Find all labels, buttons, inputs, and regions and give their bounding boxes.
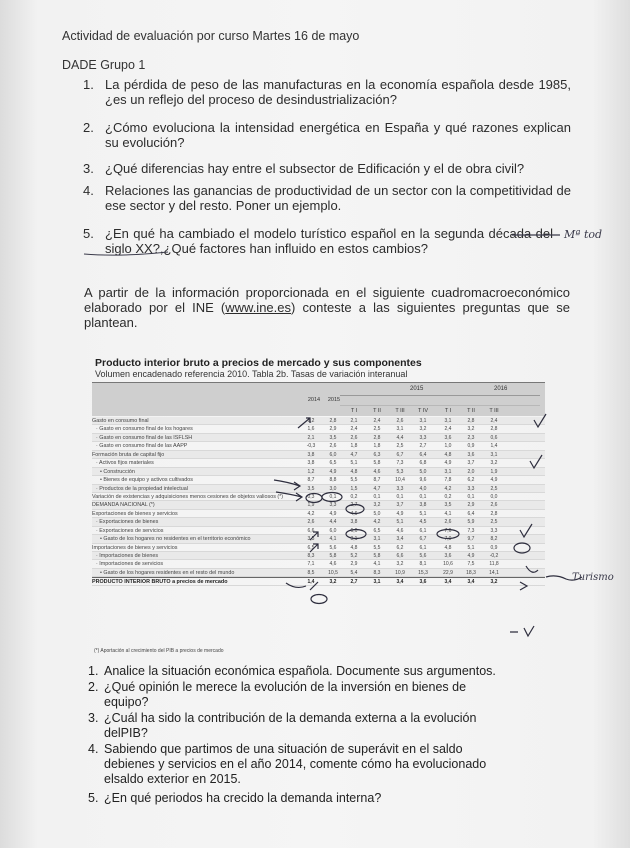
table-cell: 2,4 <box>444 426 452 433</box>
table-cell: 0,1 <box>396 493 404 500</box>
table-cell: 6,4 <box>467 510 475 517</box>
table-cell: 2,7 <box>350 502 358 509</box>
table-cell: 0,9 <box>490 544 498 551</box>
table-cell: 3,2 <box>396 561 404 568</box>
table-row <box>92 544 545 552</box>
table-cell: 3,4 <box>467 579 475 586</box>
table-cell: 5,2 <box>350 553 358 559</box>
table-cell: 3,3 <box>490 527 498 534</box>
sub-question-number: 5. <box>88 791 99 805</box>
table-cell: 1,2 <box>307 468 315 475</box>
table-cell: 7,6 <box>444 527 452 534</box>
table-cell: 4,2 <box>307 510 315 517</box>
table-cell: 2,1 <box>307 434 315 441</box>
table-cell: 4,1 <box>373 561 381 568</box>
intro-text-before: A partir de la información proporcionada en el siguiente cuadromacroeconómico elaborado por el INE ( <box>84 285 570 315</box>
table-cell: 4,7 <box>350 451 358 458</box>
table-cell: 4,4 <box>329 519 337 526</box>
year-header-2015: 2015 <box>410 386 424 392</box>
table-cell: 8,8 <box>329 477 337 484</box>
table-row <box>92 459 545 467</box>
table-cell: 1,8 <box>373 443 381 450</box>
table-row <box>92 476 545 484</box>
table-cell: 6,4 <box>419 451 427 458</box>
table-cell: 10,4 <box>395 477 405 484</box>
column-header: T IV <box>418 408 428 414</box>
table-cell: 0,1 <box>373 493 381 500</box>
table-cell: 0,1 <box>329 493 337 500</box>
table-cell: 3,7 <box>467 460 475 467</box>
table-cell: 4,1 <box>444 510 452 517</box>
column-header: T I <box>350 408 358 414</box>
table-cell: 4,6 <box>373 468 381 475</box>
table-cell: 3,1 <box>444 468 452 475</box>
table-cell: 6,6 <box>350 527 358 534</box>
table-cell: 0,6 <box>490 434 498 441</box>
table-cell: 3,1 <box>419 418 427 424</box>
year-header-2016: 2016 <box>494 386 508 392</box>
table-cell: 4,9 <box>396 510 404 517</box>
table-cell: 3,6 <box>444 553 452 559</box>
table-cell: 2,8 <box>490 510 498 517</box>
table-cell: 4,6 <box>350 510 358 517</box>
table-cell: 4,8 <box>444 451 452 458</box>
table-cell: 3,3 <box>329 502 337 509</box>
table-cell: -0,3 <box>306 443 316 450</box>
table-cell: 6,0 <box>329 451 337 458</box>
table-cell: 2,6 <box>329 443 337 450</box>
table-cell: 4,5 <box>419 519 427 526</box>
table-cell: 8,3 <box>373 569 381 576</box>
table-cell: 3,6 <box>419 579 427 586</box>
table-cell: 2,4 <box>373 418 381 424</box>
table-cell: 3,4 <box>396 536 404 543</box>
table-cell: 9,7 <box>467 536 475 543</box>
table-cell: 2,4 <box>490 418 498 424</box>
question-number: 3. <box>83 161 94 176</box>
table-cell: 5,6 <box>329 544 337 551</box>
table-cell: 3,1 <box>373 579 381 586</box>
table-cell: 2,5 <box>396 443 404 450</box>
table-cell: 5,0 <box>419 468 427 475</box>
table-cell: 3,2 <box>373 502 381 509</box>
table-cell: 0,0 <box>490 493 498 500</box>
table-cell: 3,1 <box>350 536 358 543</box>
question-text: ¿En qué ha cambiado el modelo turístico español en la segunda década del siglo XX?,¿Qué factores han influido en estos cambios? <box>105 226 553 256</box>
column-header: T III <box>395 408 405 414</box>
sub-question-text: ¿En qué periodos ha crecido la demanda interna? <box>104 791 382 805</box>
table-cell: 7,8 <box>444 477 452 484</box>
sub-question-number: 1. <box>88 664 99 678</box>
table-cell: 1,9 <box>490 468 498 475</box>
table-cell: 6,7 <box>396 451 404 458</box>
group-label: DADE Grupo 1 <box>62 58 146 72</box>
question-number: 5. <box>83 226 94 241</box>
table-cell: 5,5 <box>373 544 381 551</box>
row-label: · Gasto en consumo final de los hogares <box>96 426 193 433</box>
handwritten-note-q5: Mª tod <box>564 228 603 241</box>
intro-paragraph <box>84 285 570 330</box>
table-cell: 2,0 <box>467 468 475 475</box>
row-label: Gasto en consumo final <box>92 418 149 424</box>
table-cell: 5,1 <box>419 510 427 517</box>
table-cell: 2,7 <box>419 443 427 450</box>
sub-question-item <box>88 791 508 806</box>
table-cell: 10,6 <box>443 561 453 568</box>
table-cell: 2,9 <box>329 426 337 433</box>
question-text: ¿Cómo evoluciona la intensidad energética en España y qué razones explican su evolución? <box>105 120 571 150</box>
table-cell: 6,0 <box>329 527 337 534</box>
table-cell: 7,1 <box>307 561 315 568</box>
column-header: T II <box>373 408 381 414</box>
table-row <box>92 468 545 476</box>
table-cell: 2,9 <box>350 561 358 568</box>
table-cell: 4,9 <box>444 460 452 467</box>
table-cell: 3,2 <box>419 426 427 433</box>
question-text: Relaciones las ganancias de productividad de un sector con la competitividad de ese sector y del resto. Poner un ejemplo. <box>105 183 571 213</box>
question-item <box>83 226 553 256</box>
column-header: 2014 <box>307 397 321 403</box>
table-cell: 2,5 <box>490 519 498 526</box>
table-cell: 5,1 <box>396 519 404 526</box>
table-cell: 5,8 <box>373 460 381 467</box>
gdp-table <box>92 382 545 648</box>
table-cell: 3,2 <box>490 460 498 467</box>
table-cell: 2,8 <box>329 418 337 424</box>
table-cell: 18,3 <box>466 569 476 576</box>
row-label: Exportaciones de bienes y servicios <box>92 510 178 517</box>
table-cell: 3,1 <box>373 536 381 543</box>
table-cell: 1,4 <box>307 579 315 586</box>
question-number: 1. <box>83 77 94 92</box>
table-footnote: (*) Aportación al crecimiento del PIB a precios de mercado <box>94 648 224 654</box>
table-header <box>92 382 545 416</box>
table-row <box>92 569 545 577</box>
table-cell: 7,0 <box>444 536 452 543</box>
table-row <box>92 552 545 560</box>
sub-question-text: Analice la situación económica española. Documente sus argumentos. <box>104 664 496 678</box>
sub-question-number: 4. <box>88 742 99 756</box>
table-cell: 2,6 <box>444 519 452 526</box>
table-cell: 4,6 <box>329 561 337 568</box>
table-cell: 5,8 <box>373 553 381 559</box>
table-cell: 3,6 <box>444 434 452 441</box>
table-cell: 0,1 <box>467 493 475 500</box>
table-cell: 10,9 <box>395 569 405 576</box>
question-item <box>83 161 571 176</box>
table-cell: 4,9 <box>467 553 475 559</box>
sub-question-item <box>88 742 502 787</box>
row-label: · Exportaciones de servicios <box>96 527 164 534</box>
table-cell: 5,4 <box>350 569 358 576</box>
row-label: • Bienes de equipo y activos cultivados <box>100 477 193 484</box>
sub-question-item <box>88 680 502 710</box>
table-cell: 2,6 <box>307 519 315 526</box>
table-cell: 6,2 <box>467 477 475 484</box>
table-cell: 9,6 <box>419 477 427 484</box>
table-cell: 3,6 <box>467 451 475 458</box>
table-cell: 0,3 <box>307 493 315 500</box>
table-cell: 3,8 <box>350 519 358 526</box>
table-cell: 3,8 <box>307 451 315 458</box>
table-cell: 0,2 <box>350 493 358 500</box>
row-label: · Importaciones de servicios <box>96 561 164 568</box>
sub-question-number: 2. <box>88 680 99 694</box>
table-cell: 8,1 <box>419 561 427 568</box>
question-text: ¿Qué diferencias hay entre el subsector de Edificación y el de obra civil? <box>105 161 525 176</box>
table-cell: 4,8 <box>350 544 358 551</box>
table-cell: 3,0 <box>329 485 337 492</box>
table-row <box>92 535 545 543</box>
table-cell: 3,2 <box>467 426 475 433</box>
table-cell: 7,3 <box>396 460 404 467</box>
table-cell: 3,3 <box>396 485 404 492</box>
row-label: · Importaciones de bienes <box>96 553 159 559</box>
table-cell: 1,8 <box>350 443 358 450</box>
table-body <box>92 417 545 586</box>
table-cell: 6,5 <box>307 544 315 551</box>
table-cell: 6,5 <box>329 460 337 467</box>
table-cell: 0,1 <box>419 493 427 500</box>
row-label: · Productos de la propiedad intelectual <box>96 485 188 492</box>
table-row <box>92 442 545 450</box>
table-cell: 3,4 <box>396 579 404 586</box>
question-number: 4. <box>83 183 94 198</box>
table-cell: 3,1 <box>396 426 404 433</box>
row-label: · Activos fijos materiales <box>96 460 154 467</box>
question-number: 2. <box>83 120 94 135</box>
table-cell: 6,6 <box>307 527 315 534</box>
table-cell: 4,9 <box>329 468 337 475</box>
table-cell: 8,5 <box>307 569 315 576</box>
table-cell: 0,2 <box>444 493 452 500</box>
row-label: DEMANDA NACIONAL (*) <box>92 502 155 509</box>
table-cell: 5,1 <box>467 544 475 551</box>
row-label: Variación de existencias y adquisiciones menos cesiones de objetos valiosos (*) <box>92 493 284 500</box>
question-text: La pérdida de peso de las manufacturas en la economía española desde 1985, ¿es un reflejo del proceso de desindustrialización? <box>105 77 571 107</box>
table-cell: 3,3 <box>467 485 475 492</box>
table-cell: 2,9 <box>467 502 475 509</box>
table-cell: 3,1 <box>444 418 452 424</box>
table-cell: 3,5 <box>307 485 315 492</box>
table-cell: 2,5 <box>490 485 498 492</box>
ine-link[interactable]: www.ine.es <box>225 300 291 315</box>
table-cell: 4,2 <box>373 519 381 526</box>
table-title: Producto interior bruto a precios de mercado y sus componentes <box>95 357 422 369</box>
table-cell: 1,5 <box>350 485 358 492</box>
table-cell: 6,1 <box>419 544 427 551</box>
document-title: Actividad de evaluación por curso Martes 16 de mayo <box>62 29 360 43</box>
table-cell: 4,8 <box>444 544 452 551</box>
table-subtitle: Volumen encadenado referencia 2010. Tabla 2b. Tasas de variación interanual <box>95 369 408 379</box>
table-row <box>92 417 545 425</box>
table-cell: 1,0 <box>444 443 452 450</box>
table-cell: 3,2 <box>490 579 498 586</box>
column-header: T III <box>489 408 499 414</box>
column-header: 2015 <box>327 397 341 403</box>
table-cell: 8,2 <box>490 536 498 543</box>
table-cell: 3,2 <box>329 579 337 586</box>
table-cell: 2,7 <box>350 579 358 586</box>
table-cell: 5,0 <box>373 510 381 517</box>
table-cell: 4,8 <box>350 468 358 475</box>
table-row <box>92 451 545 459</box>
table-cell: 22,9 <box>443 569 453 576</box>
table-row <box>92 518 545 526</box>
table-row <box>92 425 545 433</box>
sub-question-number: 3. <box>88 711 99 725</box>
column-header: T I <box>444 408 452 414</box>
table-cell: 2,1 <box>350 418 358 424</box>
table-row <box>92 527 545 535</box>
table-cell: 5,6 <box>419 553 427 559</box>
table-cell: 1,6 <box>307 426 315 433</box>
sub-question-text: ¿Cuál ha sido la contribución de la demanda externa a la evolución delPIB? <box>104 711 477 740</box>
table-cell: 6,2 <box>396 544 404 551</box>
table-cell: 4,2 <box>444 485 452 492</box>
table-row <box>92 493 545 501</box>
table-cell: 2,4 <box>350 426 358 433</box>
row-label: PRODUCTO INTERIOR BRUTO a precios de mercado <box>92 579 228 586</box>
table-cell: 11,8 <box>489 561 499 568</box>
table-row <box>92 510 545 518</box>
sub-question-item <box>88 664 548 679</box>
row-label: • Gasto de los hogares no residentes en el territorio económico <box>100 536 251 543</box>
table-cell: -0,2 <box>489 553 499 559</box>
question-item <box>83 120 571 150</box>
table-cell: 6,1 <box>419 527 427 534</box>
table-cell: 3,8 <box>419 502 427 509</box>
table-cell: 4,4 <box>396 434 404 441</box>
table-cell: 5,8 <box>329 553 337 559</box>
table-row <box>92 560 545 568</box>
table-cell: 4,6 <box>396 527 404 534</box>
table-cell: 2,5 <box>373 426 381 433</box>
sub-question-item <box>88 711 508 741</box>
table-cell: 2,8 <box>373 434 381 441</box>
table-cell: 1,4 <box>490 443 498 450</box>
table-cell: 2,6 <box>490 502 498 509</box>
table-cell: 1,9 <box>307 502 315 509</box>
table-cell: 8,7 <box>307 477 315 484</box>
table-cell: 4,9 <box>329 510 337 517</box>
question-item <box>83 183 571 213</box>
table-cell: 10,5 <box>328 569 338 576</box>
row-label: · Exportaciones de bienes <box>96 519 159 526</box>
table-row <box>92 434 545 442</box>
table-cell: 15,3 <box>418 569 428 576</box>
table-cell: 5,1 <box>350 460 358 467</box>
table-row <box>92 485 545 493</box>
table-cell: 5,9 <box>467 519 475 526</box>
table-cell: 1,2 <box>307 418 315 424</box>
table-cell: 3,3 <box>419 434 427 441</box>
table-cell: 2,8 <box>490 426 498 433</box>
table-cell: 2,6 <box>396 418 404 424</box>
question-item <box>83 77 571 107</box>
table-cell: 14,1 <box>489 569 499 576</box>
row-label: • Gasto de los hogares residentes en el resto del mundo <box>100 569 235 576</box>
table-cell: 2,6 <box>350 434 358 441</box>
table-cell: 0,9 <box>467 443 475 450</box>
table-cell: 8,3 <box>307 553 315 559</box>
table-cell: 3,5 <box>307 536 315 543</box>
table-cell: 7,5 <box>467 561 475 568</box>
table-cell: 6,5 <box>373 527 381 534</box>
table-cell: 3,1 <box>490 451 498 458</box>
row-label: Formación bruta de capital fijo <box>92 451 165 458</box>
handwritten-note-tourism: Turismo <box>572 572 614 583</box>
table-cell: 4,1 <box>329 536 337 543</box>
table-cell: 3,8 <box>307 460 315 467</box>
table-cell: 6,3 <box>373 451 381 458</box>
row-label: · Gasto en consumo final de las ISFLSH <box>96 434 193 441</box>
table-cell: 4,9 <box>490 477 498 484</box>
table-cell: 6,6 <box>396 553 404 559</box>
table-cell: 4,0 <box>419 485 427 492</box>
table-cell: 3,4 <box>444 579 452 586</box>
table-row <box>92 577 545 585</box>
table-cell: 8,7 <box>373 477 381 484</box>
table-cell: 2,8 <box>467 418 475 424</box>
table-cell: 3,7 <box>396 502 404 509</box>
column-header: T II <box>467 408 475 414</box>
table-cell: 4,7 <box>373 485 381 492</box>
table-cell: 3,5 <box>329 434 337 441</box>
row-label: • Construcción <box>100 468 135 475</box>
table-cell: 6,7 <box>419 536 427 543</box>
table-cell: 5,5 <box>350 477 358 484</box>
table-cell: 6,8 <box>419 460 427 467</box>
sub-question-text: Sabiendo que partimos de una situación de superávit en el saldo debienes y servicios en el año 2014, comente cómo ha evolucionado elsaldo exterior en 2015. <box>104 742 487 786</box>
table-cell: 2,3 <box>467 434 475 441</box>
sub-question-text: ¿Qué opinión le merece la evolución de la inversión en bienes de equipo? <box>104 680 467 709</box>
table-cell: 3,5 <box>444 502 452 509</box>
row-label: · Gasto en consumo final de las AAPP <box>96 443 188 450</box>
table-cell: 5,3 <box>396 468 404 475</box>
intro-text-after: ) conteste a las siguientes preguntas que se plantean. <box>84 300 570 330</box>
table-cell: 7,3 <box>467 527 475 534</box>
row-label: Importaciones de bienes y servicios <box>92 544 178 551</box>
table-row <box>92 501 545 509</box>
